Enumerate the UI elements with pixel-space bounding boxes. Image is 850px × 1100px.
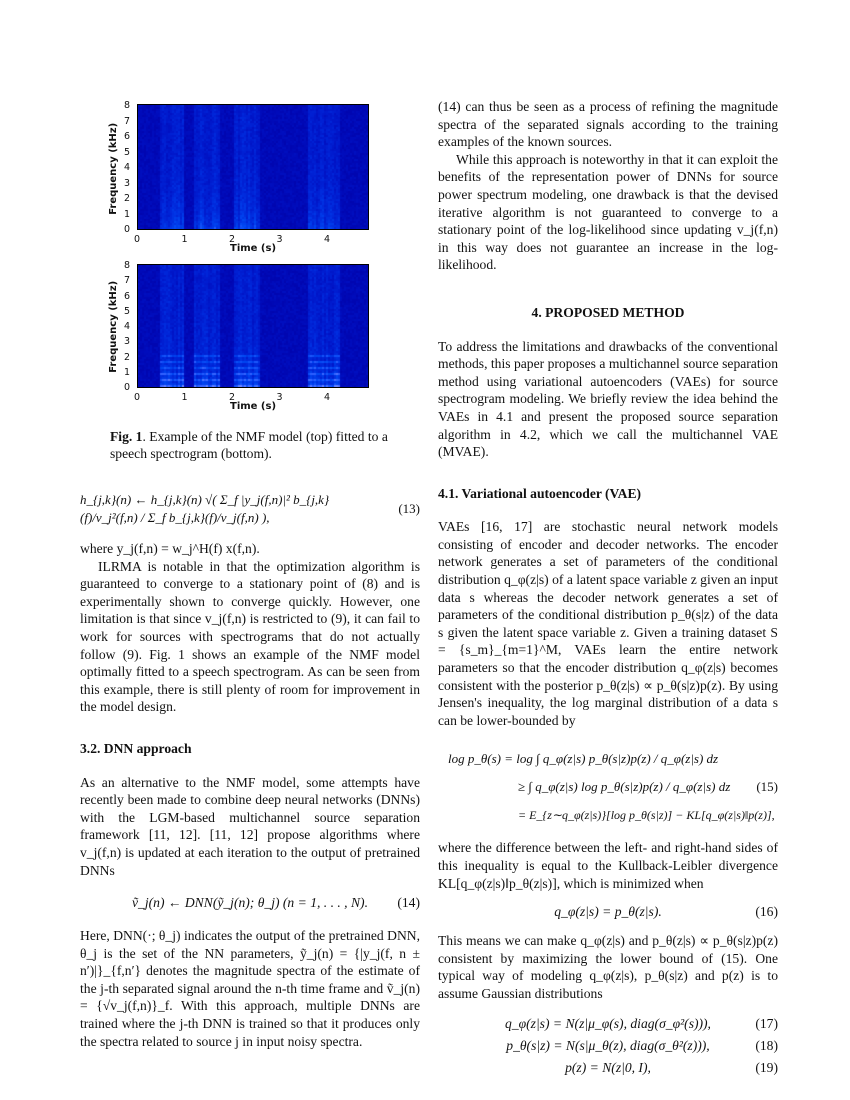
x-tick-label: 0 <box>134 392 141 403</box>
equation-15-line-1: log p_θ(s) = log ∫ q_φ(z|s) p_θ(s|z)p(z) / q_φ(z|s) dz <box>448 751 719 767</box>
y-tick-label: 4 <box>124 162 131 173</box>
y-axis-label: Frequency (kHz) <box>108 280 120 373</box>
y-tick-label: 3 <box>124 177 131 189</box>
x-tick-label: 2 <box>229 392 236 403</box>
x-tick-label: 1 <box>181 234 188 245</box>
x-axis-label: Time (s) <box>230 401 277 412</box>
section-heading-4: 4. PROPOSED METHOD <box>531 304 685 320</box>
x-tick-label: 0 <box>134 234 141 245</box>
x-tick-label: 3 <box>276 392 283 403</box>
y-tick-label: 1 <box>124 366 131 378</box>
y-tick-label: 7 <box>124 275 131 287</box>
y-tick-label: 2 <box>124 351 131 363</box>
equation-17-body: q_φ(z|s) = N(z|μ_φ(s), diag(σ_φ²(s))), <box>505 1015 711 1031</box>
equation-number: (17) <box>755 1015 778 1031</box>
figure-caption-text: . Example of the NMF model (top) fitted to a speech spectrogram (bottom). <box>110 429 388 461</box>
equation-15-line-3: = E_{z∼q_φ(z|s)}[log p_θ(s|z)] − KL[q_φ(z|s)‖p(z)], <box>518 808 775 823</box>
equation-18 <box>438 1035 778 1057</box>
x-axis-label: Time (s) <box>230 243 277 254</box>
equation-13-body: h_{j,k}(n) ← h_{j,k}(n) √( Σ_f |y_j(f,n)|² b_{j,k}(f)/v_j²(f,n) / Σ_f b_{j,k}(f)/v_j(f,n) ), <box>80 492 330 525</box>
paragraph: where the difference between the left- and right-hand sides of this inequality is equal to the Kullback-Leibler divergence KL[q_φ(z|s)‖p_θ(z|s)], which is minimized when <box>438 840 778 891</box>
y-tick-label: 6 <box>124 290 131 302</box>
figure-caption <box>110 428 390 462</box>
paragraph: As an alternative to the NMF model, some attempts have recently been made to combine deep neural networks (DNNs) with the LGM-based multichannel source separation framework [11, 12]. [11, 12] propose algorithms where v_j(f,n) is updated at each iteration to the output of pretrained DNNs <box>80 774 420 878</box>
equation-number: (15) <box>756 779 778 795</box>
equation-number: (13) <box>398 501 420 517</box>
x-tick-label: 4 <box>324 234 331 245</box>
y-tick-label: 6 <box>124 131 131 142</box>
equation-13 <box>80 484 420 534</box>
paragraph: where y_j(f,n) = w_j^H(f) x(f,n). <box>80 541 260 556</box>
equation-number: (14) <box>397 895 420 911</box>
y-tick-label: 5 <box>124 146 131 158</box>
y-tick-label: 8 <box>124 100 131 111</box>
equation-17 <box>438 1013 778 1035</box>
section-heading-4-1: 4.1. Variational autoencoder (VAE) <box>438 485 642 501</box>
x-tick-label: 1 <box>181 392 188 403</box>
paragraph: Here, DNN(·; θ_j) indicates the output of the pretrained DNN, θ_j is the set of the NN parameters, ỹ_j(n) = {|y_j(f, n ± n′)|}_{f,n′} denotes the magnitude spectra of the estimate of the j-th separated signal around the n-th time frame and ṽ_j(n) = {√v_j(f,n)}_f. With this approach, multiple DNNs are trained where the j-th DNN is trained so that it produces only the spectra related to source j in input noisy spectra. <box>80 928 420 1049</box>
y-tick-label: 7 <box>124 115 131 127</box>
y-tick-label: 0 <box>124 382 131 393</box>
paragraph: VAEs [16, 17] are stochastic neural network models consisting of encoder and decoder networks. The encoder network generates a set of parameters of the conditional distribution q_φ(z|s) of a latent space variable z given an input data s whereas the decoder network generates a set of parameters of the conditional distribution p_θ(s|z) of the data s given the latent space variable z. Given a training dataset S = {s_m}_{m=1}^M, VAEs learn the entire network parameters so that the encoder distribution q_φ(z|s) becomes consistent with the posterior p_θ(z|s) ∝ p_θ(s|z)p(z). By using Jensen's inequality, the log marginal distribution of a data s can be lower-bounded by <box>438 519 778 728</box>
equation-15-line-2: ≥ ∫ q_φ(z|s) log p_θ(s|z)p(z) / q_φ(z|s) dz <box>518 779 731 795</box>
x-tick-label: 3 <box>276 234 283 245</box>
equation-15 <box>438 745 778 829</box>
x-tick-label: 2 <box>229 234 236 245</box>
paragraph: (14) can thus be seen as a process of refining the magnitude spectra of the separated signals according to the training examples of the known sources. <box>438 99 778 150</box>
y-axis-label: Frequency (kHz) <box>108 122 120 215</box>
speech-spectrogram-image <box>137 264 369 388</box>
equation-number: (18) <box>755 1037 778 1053</box>
equation-18-body: p_θ(s|z) = N(s|μ_θ(z), diag(σ_θ²(z))), <box>506 1037 710 1053</box>
paragraph: This means we can make q_φ(z|s) and p_θ(z|s) ∝ p_θ(s|z)p(z) consistent by maximizing the lower bound of (15). One typical way of modeling q_φ(z|s), p_θ(s|z) and p(z) is to assume Gaussian distributions <box>438 933 778 1001</box>
paragraph: To address the limitations and drawbacks of the conventional methods, this paper proposes a multichannel source separation method using variational autoencoders (VAEs) for source spectrogram modeling. We briefly review the idea behind the VAEs in 4.1 and present the proposed source separation algorithm in 4.2, which we call the multichannel VAE (MVAE). <box>438 338 778 460</box>
figure-label: Fig. 1 <box>110 429 143 444</box>
equation-number: (16) <box>755 904 778 920</box>
section-heading-3-2: 3.2. DNN approach <box>80 740 192 756</box>
paragraph: While this approach is noteworthy in that it can exploit the benefits of the representation power of DNNs for source power spectrum modeling, one drawback is that the devised iterative algorithm is not guaranteed to converge to a stationary point of the log-likelihood since updating v_j(f,n) in this way does not guarantee an increase in the log-likelihood. <box>438 151 778 273</box>
left-column <box>80 484 420 1050</box>
spectrogram-model-image <box>137 104 369 230</box>
x-tick-label: 4 <box>324 392 331 403</box>
equation-19 <box>438 1057 778 1079</box>
y-tick-label: 2 <box>124 193 131 204</box>
y-tick-label: 5 <box>124 305 131 317</box>
paragraph: ILRMA is notable in that the optimization algorithm is guaranteed to converge to a stationary point of (8) and is experimentally shown to converge quickly. However, one limitation is that since v_j(f,n) is restricted to (9), it can fail to work for sources with spectrograms that do not actually follow (9). Fig. 1 shows an example of the NMF model optimally fitted to a speech spectrogram. As can be seen from this example, there is still plenty of room for improvement in the model design. <box>80 558 420 715</box>
equation-14-body: ṽ_j(n) ← DNN(ỹ_j(n); θ_j) (n = 1, . . . , N). <box>132 895 368 911</box>
y-tick-label: 8 <box>124 260 131 271</box>
y-tick-label: 0 <box>124 224 131 235</box>
equation-14 <box>80 879 420 927</box>
equation-number: (19) <box>755 1059 778 1075</box>
y-tick-label: 1 <box>124 208 131 220</box>
equation-19-body: p(z) = N(z|0, I), <box>565 1059 651 1075</box>
y-tick-label: 3 <box>124 336 131 348</box>
y-tick-label: 4 <box>124 321 131 332</box>
equation-16-body: q_φ(z|s) = p_θ(z|s). <box>554 904 662 920</box>
equation-16 <box>438 892 778 932</box>
right-column <box>438 98 778 1079</box>
